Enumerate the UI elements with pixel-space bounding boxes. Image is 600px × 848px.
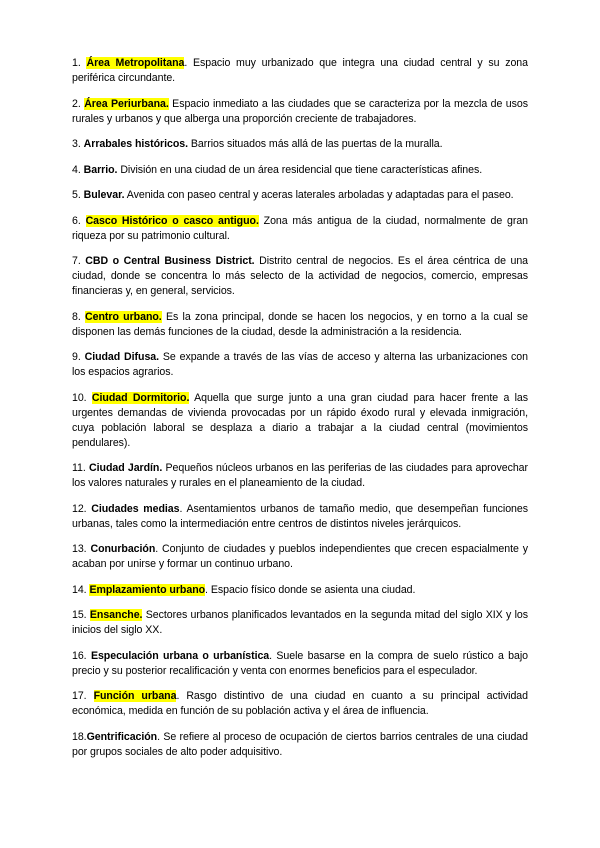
glossary-entry-3 — [72, 137, 528, 152]
entry-definition: Avenida con paseo central y aceras laterales arboladas y adaptadas para el paseo. — [124, 189, 514, 201]
entry-term: Gentrificación — [86, 730, 158, 743]
entry-term: Especulación urbana o urbanística — [90, 649, 270, 662]
entry-number: 11. — [72, 462, 90, 474]
entry-term: Área Periurbana. — [84, 97, 169, 110]
entry-definition: Pequeños núcleos urbanos en las periferias de las ciudades para aprovechar los valores naturales y rurales en el planeamiento de la ciudad. — [72, 462, 529, 489]
entry-term: Ciudades medias — [91, 502, 180, 515]
entry-term: Bulevar. — [83, 189, 125, 201]
entry-term: Función urbana — [93, 690, 177, 702]
entry-number: 17. — [72, 690, 94, 702]
entry-number: 12. — [72, 502, 92, 515]
entry-number: 2. — [72, 97, 85, 110]
entry-term: CBD o Central Business District. — [85, 255, 255, 267]
entry-number: 4. — [72, 163, 84, 176]
entry-term: Área Metropolitana — [86, 57, 185, 69]
entry-term: Emplazamiento urbano — [89, 583, 206, 596]
glossary-entry-6 — [72, 214, 528, 244]
entry-definition: . Espacio muy urbanizado que integra una ciudad central y su zona periférica circundante. — [72, 57, 528, 84]
entry-definition: División en una ciudad de un área residencial que tiene características afines. — [117, 163, 483, 176]
glossary-entry-18 — [72, 730, 528, 760]
glossary-entry-14 — [72, 583, 528, 598]
glossary-entry-13 — [72, 542, 528, 572]
entry-number: 9. — [72, 351, 85, 363]
entry-definition: . Conjunto de ciudades y pueblos independientes que crecen espacialmente y acaban por unirse y formar un continuo urbano. — [72, 543, 528, 570]
entry-number: 18. — [72, 730, 87, 743]
entry-definition: . Rasgo distintivo de una ciudad en cuanto a su principal actividad económica, medida en función de su población activa y el área de influencia. — [72, 690, 528, 717]
glossary-entry-17 — [72, 689, 528, 719]
entry-definition: . Suele basarse en la compra de suelo rústico a bajo precio y su posterior recalificación y venta con enormes beneficios para el especulador. — [72, 649, 528, 677]
entry-definition: . Asentamientos urbanos de tamaño medio, que desempeñan funciones urbanas, tales como la intermediación entre centros de distintos niveles jerárquicos. — [72, 502, 528, 530]
entry-definition: Aquella que surge junto a una gran ciudad para hacer frente a las urgentes demandas de vivienda provocadas por un rápido éxodo rural y elevada inmigración, cuya población laboral se desplaza a diario a trabajar a la ciudad central (movimientos pendulares). — [72, 391, 528, 449]
glossary-entry-10 — [72, 391, 528, 451]
entry-definition: . Espacio físico donde se asienta una ciudad. — [205, 583, 416, 596]
entry-term: Ciudad Difusa. — [84, 351, 160, 363]
entry-number: 7. — [72, 255, 86, 267]
entry-number: 13. — [72, 543, 91, 555]
document-page — [72, 56, 528, 770]
glossary-entry-9 — [72, 350, 528, 380]
entry-definition: . Se refiere al proceso de ocupación de ciertos barrios centrales de una ciudad por grupos sociales de alto poder adquisitivo. — [72, 730, 528, 758]
entry-number: 15. — [72, 609, 90, 621]
entry-term: Casco Histórico o casco antiguo. — [85, 214, 259, 227]
entry-definition: Es la zona principal, donde se hacen los negocios, y en torno a la cual se disponen las demás funciones de la ciudad, desde la administración a la residencia. — [72, 310, 528, 338]
entry-term: Barrio. — [83, 163, 118, 176]
entry-definition: Distrito central de negocios. Es el área céntrica de una ciudad, donde se concentra lo más selecto de la actividad de negocios, comercio, empresas financieras y, en general, servicios. — [72, 255, 528, 297]
entry-definition: Zona más antigua de la ciudad, normalmente de gran riqueza por su patrimonio cultural. — [72, 214, 528, 242]
entry-number: 8. — [72, 310, 86, 323]
entry-number: 10. — [72, 391, 92, 404]
glossary-entry-11 — [72, 461, 528, 491]
entry-term: Conurbación — [90, 543, 156, 555]
entry-definition: Espacio inmediato a las ciudades que se caracteriza por la mezcla de usos rurales y urbanos y que alberga una proporción creciente de trabajadores. — [72, 97, 528, 125]
entry-number: 16. — [72, 649, 91, 662]
glossary-entry-1 — [72, 56, 528, 86]
entry-term: Centro urbano. — [85, 310, 162, 323]
entry-number: 3. — [72, 138, 84, 150]
entry-term: Ciudad Jardín. — [89, 462, 163, 474]
entry-definition: Sectores urbanos planificados levantados en la segunda mitad del siglo XIX y los inicios del siglo XX. — [72, 609, 528, 636]
entry-number: 6. — [72, 214, 86, 227]
entry-number: 5. — [72, 189, 84, 201]
entry-number: 1. — [72, 57, 87, 69]
entry-term: Arrabales históricos. — [83, 138, 188, 150]
entry-term: Ciudad Dormitorio. — [91, 391, 190, 404]
glossary-entry-2 — [72, 97, 528, 127]
glossary-entry-8 — [72, 310, 528, 340]
glossary-entry-4 — [72, 163, 528, 178]
glossary-entry-16 — [72, 649, 528, 679]
entry-number: 14. — [72, 583, 90, 596]
entry-term: Ensanche. — [89, 609, 143, 621]
glossary-entry-15 — [72, 608, 528, 638]
entry-definition: Barrios situados más allá de las puertas de la muralla. — [187, 138, 443, 150]
glossary-entry-12 — [72, 502, 528, 532]
glossary-entry-7 — [72, 254, 528, 299]
glossary-entry-5 — [72, 188, 528, 203]
entry-definition: Se expande a través de las vías de acceso y alterna las urbanizaciones con los espacios agrarios. — [72, 351, 528, 378]
